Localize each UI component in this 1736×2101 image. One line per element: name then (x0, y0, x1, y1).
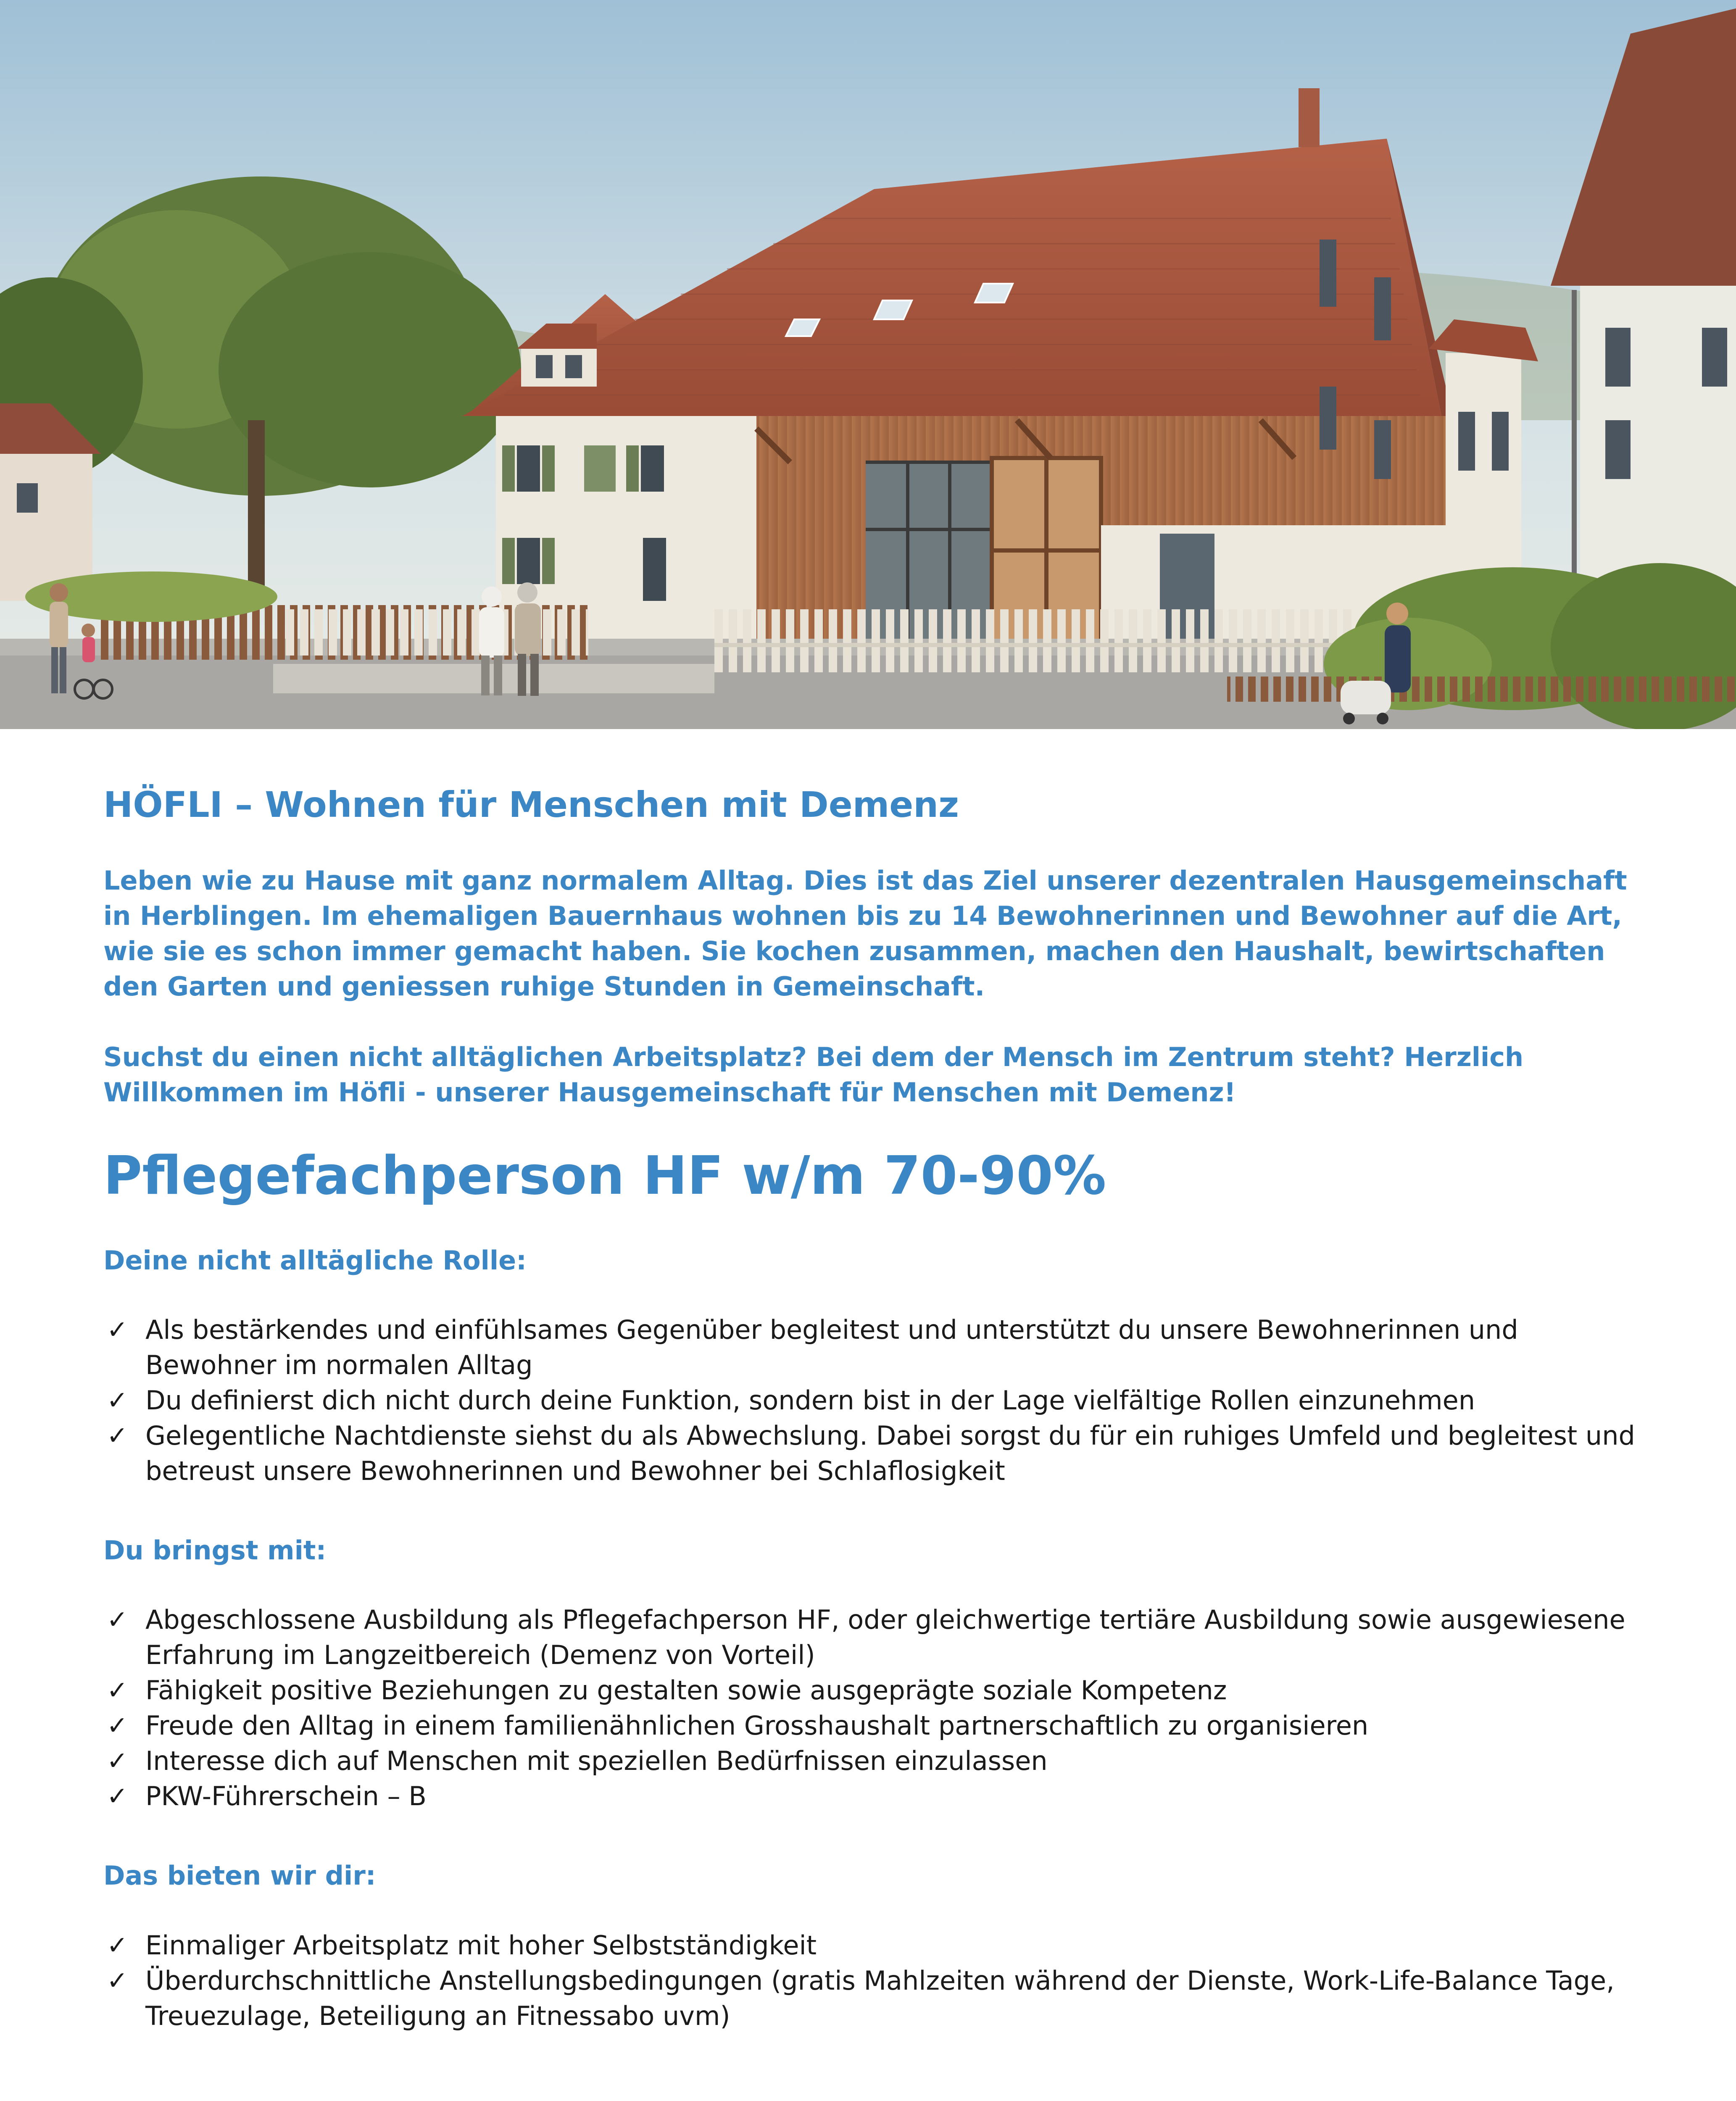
check-icon: ✓ (107, 1421, 128, 1451)
list-item: ✓ Abgeschlossene Ausbildung als Pflegefachperson HF, oder gleichwertige tertiäre Ausbildung sowie ausgewiesene Erfahrung im Langzeitbereich (Demenz von Vorteil) (103, 1602, 1654, 1673)
list-item: ✓ Gelegentliche Nachtdienste siehst du als Abwechslung. Dabei sorgst du für ein ruhiges Umfeld und begleitest und betreust unsere Bewohnerinnen und Bewohner bei Schlaflosigkeit (103, 1418, 1654, 1489)
list-item: ✓ Du definierst dich nicht durch deine Funktion, sondern bist in der Lage vielfältige Rollen einzunehmen (103, 1383, 1654, 1418)
intro-paragraph-2: Suchst du einen nicht alltäglichen Arbeitsplatz? Bei dem der Mensch im Zentrum steht? Herzlich Willkommen im Höfli - unserer Hausgemeinschaft für Menschen mit Demenz! (103, 1041, 1524, 1108)
job-ad-content (103, 784, 1654, 2101)
hero-image (0, 0, 1736, 729)
page-heading: HÖFLI – Wohnen für Menschen mit Demenz (103, 784, 959, 825)
offer-section-title: Das bieten wir dir: (103, 1860, 376, 1891)
job-title: Pflegefachperson HF w/m 70-90% (103, 1144, 1106, 1206)
list-item: ✓ Einmaliger Arbeitsplatz mit hoher Selbstständigkeit (103, 1928, 1654, 1963)
list-item: ✓ Fähigkeit positive Beziehungen zu gestalten sowie ausgeprägte soziale Kompetenz (103, 1673, 1654, 1708)
requirements-list (103, 1602, 1654, 1814)
list-item: ✓ PKW-Führerschein – B (103, 1779, 1654, 1814)
check-icon: ✓ (107, 1315, 128, 1345)
check-icon: ✓ (107, 1605, 128, 1635)
check-icon: ✓ (107, 1386, 128, 1416)
intro-paragraph-1: Leben wie zu Hause mit ganz normalem Alltag. Dies ist das Ziel unserer dezentralen Hausgemeinschaft in Herblingen. Im ehemaligen Bauernhaus wohnen bis zu 14 Bewohnerinnen und Bewohner auf die Art, wie sie es schon immer gemacht haben. Sie kochen zusammen, machen den Haushalt, bewirtschaften den Garten und geniessen ruhige Stunden in Gemeinschaft. (103, 865, 1627, 1002)
list-item: ✓ Freude den Alltag in einem familienähnlichen Grosshaushalt partnerschaftlich zu organisieren (103, 1708, 1654, 1743)
requirements-section-title: Du bringst mit: (103, 1535, 327, 1566)
role-section-title: Deine nicht alltägliche Rolle: (103, 1245, 527, 1276)
list-item: ✓ Interesse dich auf Menschen mit speziellen Bedürfnissen einzulassen (103, 1743, 1654, 1779)
check-icon: ✓ (107, 1782, 128, 1811)
list-item: ✓ Überdurchschnittliche Anstellungsbedingungen (gratis Mahlzeiten während der Dienste, Work-Life-Balance Tage, Treuezulage, Beteiligung an Fitnessabo uvm) (103, 1963, 1654, 2034)
offer-list (103, 1928, 1654, 2034)
check-icon: ✓ (107, 1966, 128, 1996)
check-icon: ✓ (107, 1676, 128, 1706)
check-icon: ✓ (107, 1930, 128, 1960)
list-item: ✓ Als bestärkendes und einfühlsames Gegenüber begleitest und unterstützt du unsere Bewohnerinnen und Bewohner im normalen Alltag (103, 1312, 1654, 1383)
check-icon: ✓ (107, 1711, 128, 1741)
check-icon: ✓ (107, 1746, 128, 1776)
role-list (103, 1312, 1654, 1489)
